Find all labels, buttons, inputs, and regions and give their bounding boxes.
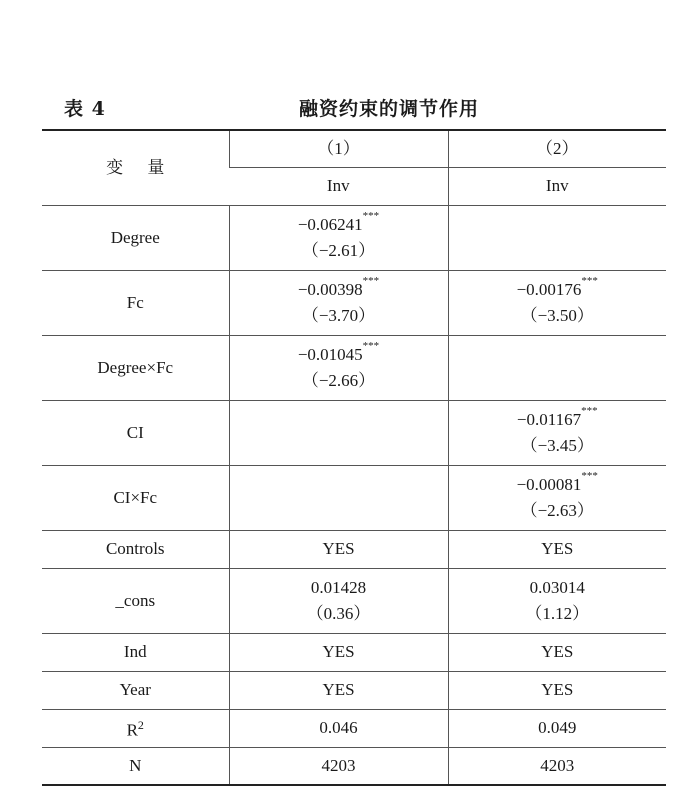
cell: 0.049 [448,709,666,747]
cell: YES [229,671,448,709]
row-label: Fc [42,270,229,335]
table-row [42,465,666,530]
row-label: Year [42,671,229,709]
cell: YES [229,530,448,568]
table-row-n [42,747,666,785]
table-row-r2 [42,709,666,747]
table-row-cons [42,568,666,633]
cell: YES [229,633,448,671]
variable-header: 变 量 [42,130,229,205]
cell [448,335,666,400]
table-row [42,270,666,335]
row-label: CI [42,400,229,465]
row-label: CI×Fc [42,465,229,530]
cell [448,205,666,270]
cell: −0.01045*** （−2.66） [229,335,448,400]
table-row-ind [42,633,666,671]
cell: 4203 [448,747,666,785]
row-label: _cons [42,568,229,633]
row-label: N [42,747,229,785]
row-label: Controls [42,530,229,568]
col1-number: （1） [229,130,448,167]
cell: −0.00398*** （−3.70） [229,270,448,335]
table-row [42,400,666,465]
cell: YES [448,633,666,671]
regression-table [42,129,666,786]
col1-dep-var: Inv [229,167,448,205]
table-title: 融资约束的调节作用 [298,98,479,120]
cell: 4203 [229,747,448,785]
col2-dep-var: Inv [448,167,666,205]
cell: 0.01428 （0.36） [229,568,448,633]
row-label: Ind [42,633,229,671]
cell: YES [448,671,666,709]
row-label: Degree [42,205,229,270]
table-row [42,335,666,400]
cell: −0.06241*** （−2.61） [229,205,448,270]
col2-number: （2） [448,130,666,167]
cell: −0.00176*** （−3.50） [448,270,666,335]
header-row-numbers [42,130,666,167]
row-label: Degree×Fc [42,335,229,400]
cell: YES [448,530,666,568]
table-row [42,205,666,270]
cell [229,465,448,530]
cell: −0.01167*** （−3.45） [448,400,666,465]
cell [229,400,448,465]
table-row-year [42,671,666,709]
cell: −0.00081*** （−2.63） [448,465,666,530]
table-row-controls [42,530,666,568]
row-label: $R^2$ [42,709,229,747]
cell: 0.046 [229,709,448,747]
cell: 0.03014 （1.12） [448,568,666,633]
table-number: 表 4 [64,98,106,120]
table-caption [42,94,666,124]
